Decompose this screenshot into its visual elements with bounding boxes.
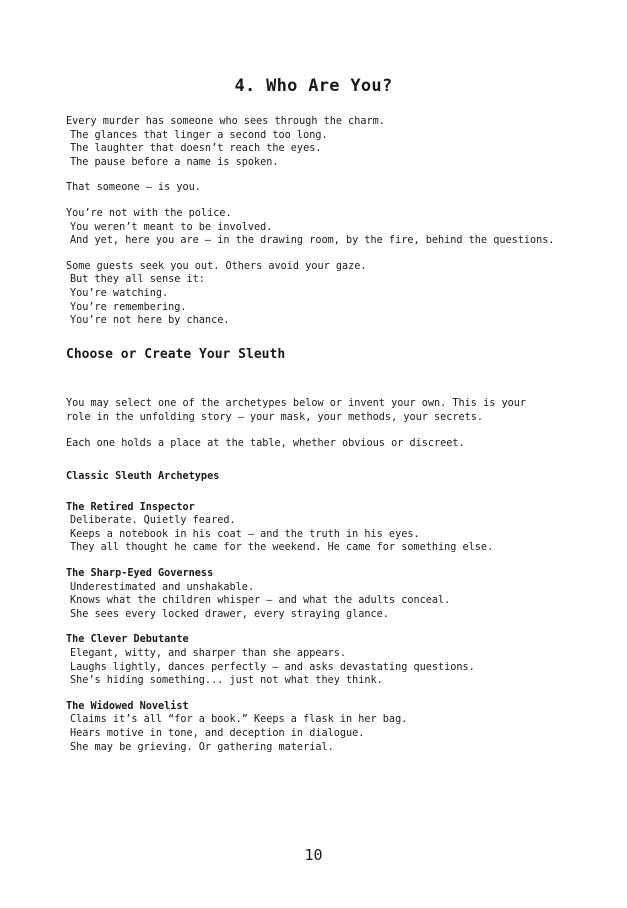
section-heading: Choose or Create Your Sleuth — [66, 346, 286, 362]
archetype-description-line: She’s hiding something... just not what they think. — [70, 675, 383, 687]
archetype-description-line: Deliberate. Quietly feared. — [70, 515, 236, 527]
intro-line: You’re not here by chance. — [70, 315, 230, 327]
archetype-description-line: Underestimated and unshakable. — [70, 581, 255, 593]
intro-line: You’re remembering. — [70, 301, 187, 313]
intro-line: Some guests seek you out. Others avoid your gaze. — [66, 260, 367, 272]
archetype-entry — [66, 700, 566, 754]
archetype-description-line: Laughs lightly, dances perfectly — and asks devastating questions. — [70, 661, 475, 673]
archetypes-heading: Classic Sleuth Archetypes — [66, 471, 220, 483]
archetype-entry — [66, 501, 566, 555]
archetype-name: The Clever Debutante — [66, 634, 189, 646]
page-title: 4. Who Are You? — [234, 76, 393, 96]
archetype-list — [66, 501, 566, 755]
archetype-entry — [66, 567, 566, 621]
section-text — [66, 397, 566, 424]
archetype-description-line: Claims it’s all “for a book.” Keeps a flask in her bag. — [70, 714, 408, 726]
archetype-description-line: Hears motive in tone, and deception in dialogue. — [70, 728, 365, 739]
archetype-description-line: She may be grieving. Or gathering material. — [70, 741, 334, 753]
archetype-name: The Sharp-Eyed Governess — [66, 568, 214, 580]
intro-line: You’re not with the police. — [66, 207, 232, 219]
intro-paragraph — [66, 260, 566, 328]
archetype-description-line: Knows what the children whisper — and what the adults conceal. — [70, 595, 451, 607]
archetype-description-line: Keeps a notebook in his coat — and the truth in his eyes. — [70, 528, 420, 540]
archetype-name: The Widowed Novelist — [66, 700, 189, 712]
section-text-2 — [66, 437, 566, 451]
archetype-description-line: Elegant, witty, and sharper than she appears. — [70, 648, 347, 660]
intro-line: Every murder has someone who sees through the charm. — [66, 116, 385, 127]
intro-line: But they all sense it: — [70, 274, 205, 286]
page-number: 10 — [304, 846, 323, 864]
intro-paragraph — [66, 115, 566, 169]
intro-line: That someone — is you. — [66, 182, 201, 194]
page-content — [66, 115, 566, 766]
archetype-description-line: She sees every locked drawer, every straying glance. — [70, 608, 389, 620]
intro-line: You weren’t meant to be involved. — [70, 221, 273, 233]
intro-line: The laughter that doesn’t reach the eyes. — [70, 143, 322, 155]
intro-line: The glances that linger a second too long. — [70, 129, 328, 141]
section-text-line: You may select one of the archetypes below or invent your own. This is your — [66, 398, 527, 410]
intro-paragraph — [66, 181, 566, 195]
intro-line: The pause before a name is spoken. — [70, 156, 279, 168]
intro-section — [66, 115, 566, 328]
archetype-name: The Retired Inspector — [66, 501, 195, 513]
intro-paragraph — [66, 207, 566, 248]
archetype-entry — [66, 633, 566, 687]
archetype-description-line: They all thought he came for the weekend. He came for something else. — [70, 542, 494, 554]
intro-line: And yet, here you are — in the drawing room, by the fire, behind the questions. — [70, 235, 555, 247]
section-text-line: role in the unfolding story — your mask, your methods, your secrets. — [66, 411, 484, 423]
intro-line: You’re watching. — [70, 287, 169, 299]
section-text-line: Each one holds a place at the table, whether obvious or discreet. — [66, 437, 465, 449]
